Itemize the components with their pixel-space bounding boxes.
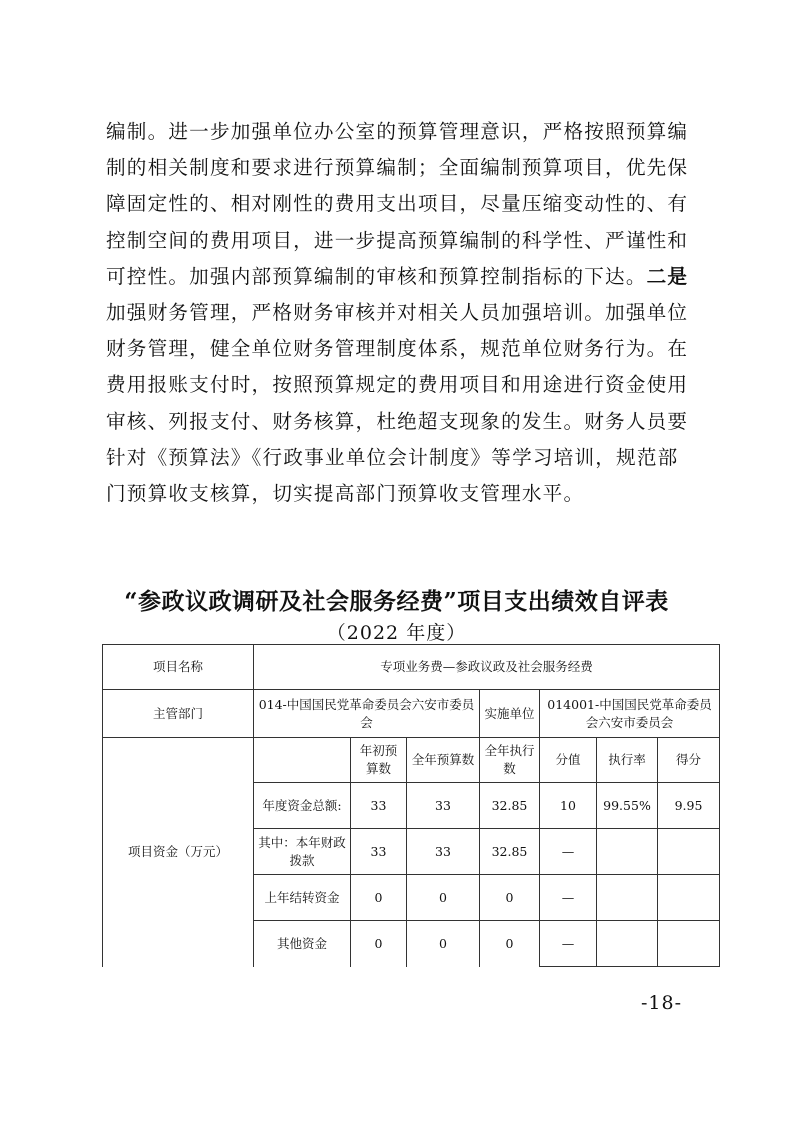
paragraph-line: 加强财务管理，严格财务审核并对相关人员加强培训。加强单位: [106, 300, 689, 324]
table-row: [103, 690, 720, 738]
cell-score-value: —: [540, 829, 597, 875]
header-exec-rate: 执行率: [597, 738, 658, 783]
paragraph-line: 障固定性的、相对刚性的费用支出项目，尽量压缩变动性的、有: [106, 192, 689, 216]
cell-initial: 0: [351, 875, 407, 921]
impl-value: 014001-中国国民党革命委员会六安市委员会: [540, 690, 720, 738]
performance-table: [102, 644, 720, 967]
cell-full-budget: 33: [407, 829, 480, 875]
cell-initial: 0: [351, 921, 407, 967]
header-score-value: 分值: [540, 738, 597, 783]
table-header-row: [103, 738, 720, 783]
header-full-budget: 全年预算数: [407, 738, 480, 783]
impl-label: 实施单位: [480, 690, 540, 738]
paragraph-text: 可控性。加强内部预算编制的审核和预算控制指标的下达。: [106, 264, 647, 288]
header-initial-budget: 年初预算数: [351, 738, 407, 783]
cell-exec-rate: [597, 921, 658, 967]
cell-score: [658, 875, 720, 921]
cell-full-budget: 0: [407, 875, 480, 921]
project-name-label: 项目名称: [103, 645, 254, 690]
body-paragraph: [106, 114, 706, 512]
table-year: （2022 年度）: [326, 622, 467, 644]
cell-full-exec: 0: [480, 875, 540, 921]
cell-score: [658, 829, 720, 875]
cell-score-value: 10: [540, 783, 597, 829]
cell-score: 9.95: [658, 783, 720, 829]
cell-exec-rate: [597, 829, 658, 875]
paragraph-line: 针对《预算法》《行政事业单位会计制度》等学习培训，规范部: [106, 445, 679, 469]
row-label: 其中：本年财政拨款: [254, 829, 351, 875]
paragraph-line: 编制。进一步加强单位办公室的预算管理意识，严格按照预算编: [106, 120, 689, 143]
cell-exec-rate: 99.55%: [597, 783, 658, 829]
paragraph-line: 门预算收支核算，切实提高部门预算收支管理水平。: [106, 481, 585, 505]
paragraph-line: 财务管理，健全单位财务管理制度体系，规范单位财务行为。在: [106, 337, 689, 361]
table-title: “参政议政调研及社会服务经费”项目支出绩效自评表: [124, 588, 669, 615]
emphasis-text: 二是: [646, 264, 689, 288]
paragraph-line: [106, 259, 706, 295]
paragraph-line: 审核、列报支付、财务核算，杜绝超支现象的发生。财务人员要: [106, 409, 689, 433]
cell-full-budget: 0: [407, 921, 480, 967]
cell-initial: 33: [351, 829, 407, 875]
paragraph-line: 费用报账支付时，按照预算规定的费用项目和用途进行资金使用: [106, 373, 689, 397]
header-score: 得分: [658, 738, 720, 783]
header-cell-blank: [254, 738, 351, 783]
project-name-value: 专项业务费—参政议政及社会服务经费: [254, 645, 720, 690]
row-label: 其他资金: [254, 921, 351, 967]
cell-score-value: —: [540, 875, 597, 921]
dept-label: 主管部门: [103, 690, 254, 738]
dept-value: 014-中国国民党革命委员会六安市委员会: [254, 690, 480, 738]
header-full-exec: 全年执行数: [480, 738, 540, 783]
cell-score-value: —: [540, 921, 597, 967]
row-label: 年度资金总额:: [254, 783, 351, 829]
paragraph-line: 制的相关制度和要求进行预算编制；全面编制预算项目，优先保: [106, 156, 689, 180]
cell-full-exec: 32.85: [480, 783, 540, 829]
cell-full-exec: 0: [480, 921, 540, 967]
cell-exec-rate: [597, 875, 658, 921]
cell-full-budget: 33: [407, 783, 480, 829]
cell-score: [658, 921, 720, 967]
cell-initial: 33: [351, 783, 407, 829]
funds-label: 项目资金（万元）: [103, 738, 254, 967]
row-label: 上年结转资金: [254, 875, 351, 921]
table-row: [103, 645, 720, 690]
paragraph-line: 控制空间的费用项目，进一步提高预算编制的科学性、严谨性和: [106, 228, 689, 252]
page-number: -18-: [641, 992, 683, 1014]
cell-full-exec: 32.85: [480, 829, 540, 875]
